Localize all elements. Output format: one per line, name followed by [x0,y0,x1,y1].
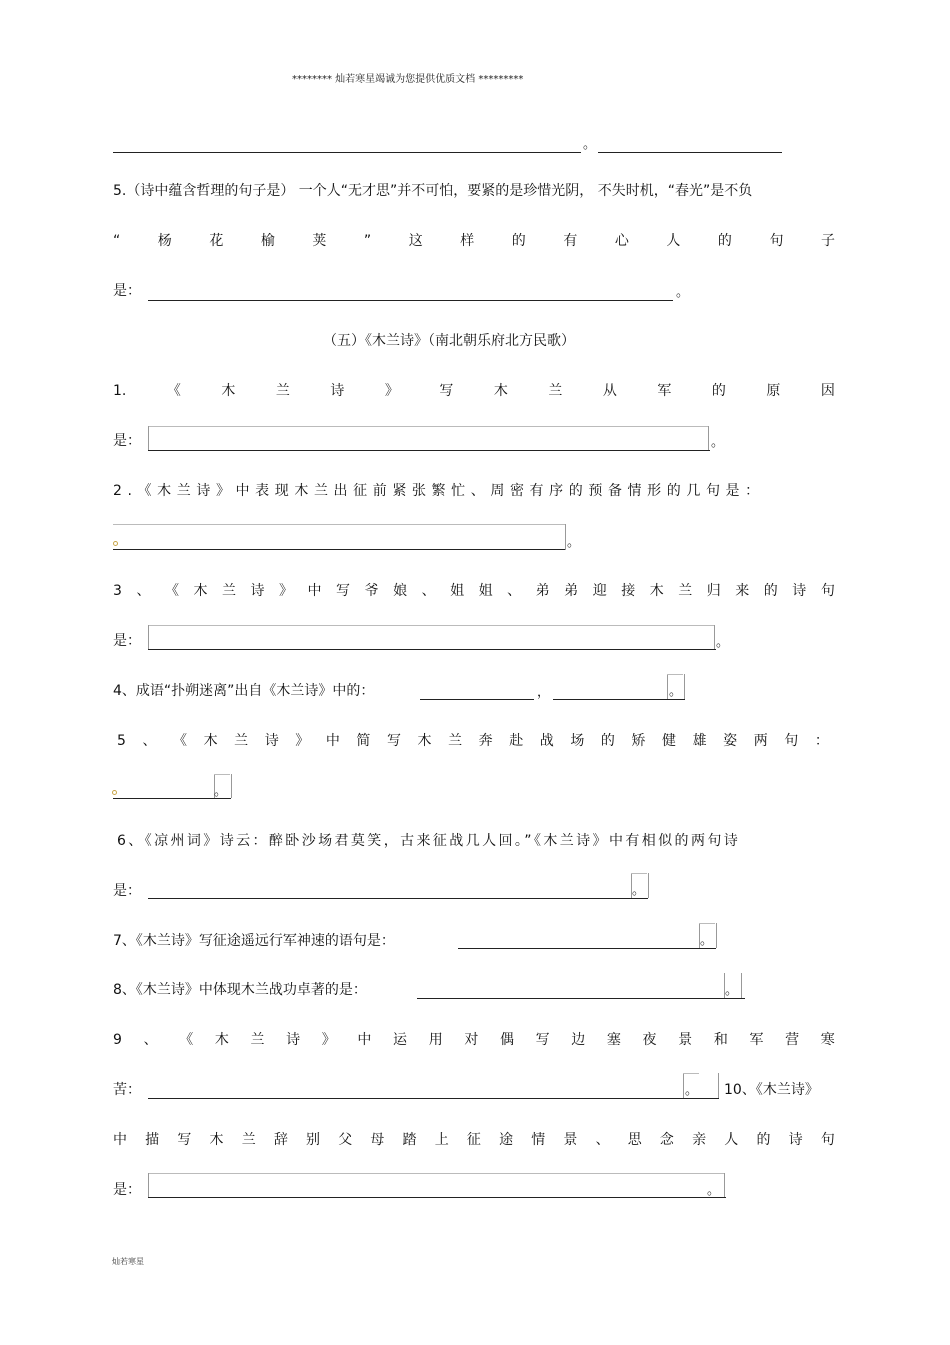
period-mark: 。 [707,1183,721,1198]
question-char: 营 [785,1032,800,1048]
field-box-top [631,873,647,874]
question-char: 诗 [792,583,807,599]
question-char: 这 [408,233,423,249]
field-box-top [148,1173,724,1174]
question-char: 雄 [692,733,707,749]
question-char: “ [113,233,121,249]
period-mark: 。 [725,983,739,998]
question-2: 2.《木兰诗》中表现木兰出征前紧张繁忙、周密有序的预备情形的几句是： [113,483,765,499]
question-char: 边 [571,1032,586,1048]
question-char: 亲 [692,1132,707,1148]
question-char: 心 [614,233,629,249]
question-char: 爷 [364,583,379,599]
question-char: 的 [756,1132,771,1148]
question-char: 有 [563,233,578,249]
period-mark: 。 [676,285,690,300]
field-box-top [148,625,714,626]
question-char: 诗 [264,733,279,749]
question-char: 姿 [723,733,738,749]
question-char: 姐 [450,583,465,599]
period-mark: 。 [716,635,730,650]
question-char: 、 [143,1032,158,1048]
question-q5-philosophy-line2 [113,231,835,251]
question-7: 7、《木兰诗》写征途遥远行军神速的语句是： [113,933,395,949]
question-char: 句 [820,1132,835,1148]
field-box-top [683,1073,699,1074]
question-5 [117,731,829,751]
question-char: 辞 [273,1132,288,1148]
question-char: 中 [325,733,340,749]
field-box-left [667,674,668,699]
question-char: 、 [136,583,151,599]
question-char: 木 [214,1032,229,1048]
period-mark: 。 [632,883,646,898]
margin-mark [113,541,118,546]
field-box-right [684,674,685,699]
question-char: 荚 [312,233,327,249]
question-char: 父 [338,1132,353,1148]
question-char: 诗 [330,383,345,399]
question-char: 原 [766,383,781,399]
question-char: 夜 [642,1032,657,1048]
question-char: 的 [511,233,526,249]
question-char: 景 [678,1032,693,1048]
question-char: 写 [439,383,454,399]
period-mark: 。 [567,535,581,550]
question-char: 中 [113,1132,127,1148]
question-char: 样 [460,233,475,249]
question-char: 归 [706,583,721,599]
question-char: 娘 [393,583,408,599]
question-char: 来 [735,583,750,599]
answer-prefix: 是： [113,283,141,299]
answer-blank[interactable] [420,699,534,700]
question-char: 接 [621,583,636,599]
question-char: 中 [307,583,322,599]
question-char: 《 [179,1032,194,1048]
question-char: 、 [142,733,157,749]
question-char: 踏 [402,1132,417,1148]
question-char: 木 [193,583,208,599]
answer-blank[interactable] [458,948,716,949]
question-char: 别 [306,1132,321,1148]
margin-mark [112,790,117,795]
question-9 [113,1030,835,1050]
question-char: 迎 [592,583,607,599]
question-char: 子 [820,233,835,249]
question-char: 人 [724,1132,739,1148]
period-mark: 。 [583,137,597,152]
question-char: 兰 [241,1132,256,1148]
question-char: 情 [531,1132,546,1148]
field-box-right [231,774,232,798]
field-box-top [699,923,715,924]
answer-prefix: 是： [113,883,141,899]
question-char: 写 [177,1132,192,1148]
question-char: 和 [713,1032,728,1048]
question-char: 写 [336,583,351,599]
question-char: 木 [221,383,236,399]
answer-blank[interactable] [148,300,673,301]
answer-blank[interactable] [553,699,685,700]
question-char: 塞 [606,1032,621,1048]
question-char: 3 [113,583,122,599]
field-box-left [148,1173,149,1197]
question-char: 9 [113,1032,122,1048]
question-char: 诗 [286,1032,301,1048]
question-char: 写 [386,733,401,749]
question-char: 诗 [250,583,265,599]
question-char: 兰 [221,583,236,599]
question-char: 《 [164,583,179,599]
question-char: 5 [117,733,126,749]
question-1 [113,381,835,401]
question-char: 的 [600,733,615,749]
answer-blank[interactable] [148,1197,726,1198]
answer-prefix: 是： [113,1182,141,1198]
field-box-top [214,774,230,775]
question-char: 1. [113,383,127,399]
question-3 [113,581,835,601]
question-char: 偶 [499,1032,514,1048]
question-char: 健 [662,733,677,749]
question-char: 用 [428,1032,443,1048]
answer-blank[interactable] [113,152,581,153]
comma-mark: ， [537,685,551,700]
question-char: 《 [166,383,181,399]
question-char: 简 [356,733,371,749]
question-char: 句 [769,233,784,249]
question-char: 木 [649,583,664,599]
question-char: 兰 [678,583,693,599]
question-char: 军 [749,1032,764,1048]
question-char: 木 [209,1132,224,1148]
field-box-left [683,1073,684,1098]
question-char: 途 [499,1132,514,1148]
answer-blank[interactable] [417,998,745,999]
period-mark: 。 [685,1083,699,1098]
question-char: 的 [717,233,732,249]
answer-blank[interactable] [113,549,565,550]
answer-blank[interactable] [598,152,782,153]
question-char: 思 [627,1132,642,1148]
answer-prefix: 是： [113,633,141,649]
question-char: 句 [820,583,835,599]
question-char: 赴 [509,733,524,749]
question-char: 奔 [478,733,493,749]
question-char: 对 [464,1032,479,1048]
question-char: 写 [535,1032,550,1048]
field-box-right [716,923,717,948]
question-char: 》 [295,733,310,749]
question-char: 木 [203,733,218,749]
field-box-top [148,426,708,427]
answer-prefix: 苦： [113,1082,141,1098]
field-box-right [648,873,649,898]
question-char: 花 [209,233,224,249]
field-box-left [148,426,149,450]
question-char: 上 [434,1132,449,1148]
question-char: 杨 [157,233,172,249]
question-6: 6、《凉州词》诗云：醉卧沙场君莫笑，古来征战几人回。”《木兰诗》中有相似的两句诗 [117,833,741,849]
answer-blank[interactable] [148,649,716,650]
question-char: 场 [570,733,585,749]
question-char: 寒 [820,1032,835,1048]
field-box-left [148,625,149,649]
field-box-top [113,524,565,525]
period-mark: 。 [214,784,228,799]
field-box-top [667,674,683,675]
question-char: 》 [279,583,294,599]
page-header: ******** 灿若寒星竭诚为您提供优质文档 ********* [292,74,524,85]
question-8: 8、《木兰诗》中体现木兰战功卓著的是： [113,982,367,998]
question-char: 战 [539,733,554,749]
question-char: 的 [711,383,726,399]
answer-blank[interactable] [148,898,648,899]
question-char: 母 [370,1132,385,1148]
question-char: 矫 [631,733,646,749]
question-char: 征 [466,1132,481,1148]
question-char: 兰 [548,383,563,399]
question-char: 木 [417,733,432,749]
answer-blank[interactable] [148,1098,719,1099]
period-mark: 。 [711,435,725,450]
question-10 [113,1130,835,1150]
question-char: 从 [602,383,617,399]
answer-blank[interactable] [148,450,710,451]
question-char: 描 [145,1132,160,1148]
question-char: 兰 [448,733,463,749]
field-box-right [714,625,715,649]
field-box-right [741,973,742,998]
question-char: 、 [421,583,436,599]
question-char: 运 [393,1032,408,1048]
question-char: 景 [563,1132,578,1148]
field-box-right [718,1073,719,1098]
field-box-right [724,1173,725,1197]
question-char: 木 [493,383,508,399]
question-char: 》 [384,383,399,399]
question-char: 军 [657,383,672,399]
page-footer: 灿若寒星 [112,1257,144,1266]
field-box-right [565,524,566,550]
question-q5-philosophy-line1: 5.（诗中蕴含哲理的句子是） 一个人“无才思”并不可怕，要紧的是珍惜光阴， 不失时机，“春光”是不负 [113,183,753,199]
period-mark: 。 [700,933,714,948]
question-char: 诗 [788,1132,803,1148]
question-char: 》 [321,1032,336,1048]
question-char: 中 [357,1032,372,1048]
question-4: 4、成语“扑朔迷离”出自《木兰诗》中的： [113,683,375,699]
question-char: 人 [666,233,681,249]
question-char: 兰 [234,733,249,749]
question-char: 两 [753,733,768,749]
question-10-start: 10、《木兰诗》 [724,1082,819,1098]
answer-prefix: 是： [113,433,141,449]
question-char: 句 [784,733,799,749]
question-char: 姐 [478,583,493,599]
question-char: ： [814,733,829,749]
field-box-right [708,426,709,450]
question-char: 兰 [250,1032,265,1048]
question-char: 、 [595,1132,610,1148]
question-char: ” [363,233,372,249]
question-char: 《 [173,733,188,749]
question-char: 弟 [564,583,579,599]
question-char: 的 [763,583,778,599]
period-mark: 。 [669,684,683,699]
section-title: （五）《木兰诗》（南北朝乐府北方民歌） [323,333,575,349]
question-char: 弟 [535,583,550,599]
question-char: 、 [507,583,522,599]
question-char: 念 [659,1132,674,1148]
question-char: 榆 [260,233,275,249]
question-char: 兰 [275,383,290,399]
question-char: 因 [820,383,835,399]
